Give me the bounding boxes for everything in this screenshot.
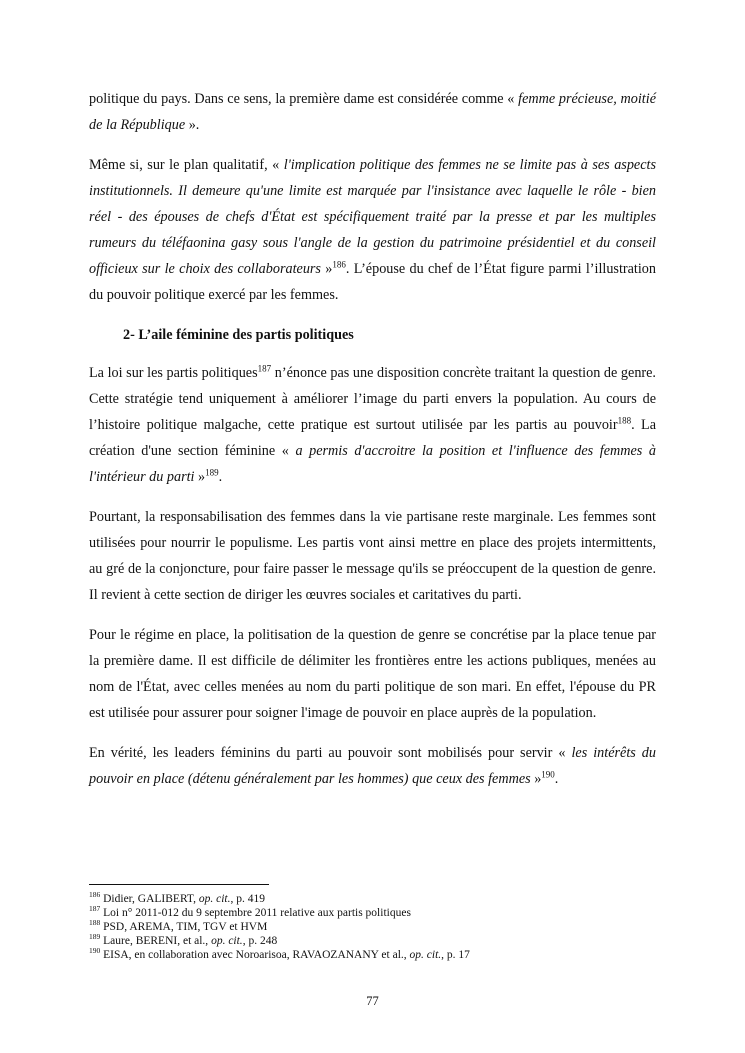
paragraph-6 [89, 740, 656, 792]
footnote-189 [89, 934, 656, 948]
paragraph-1-quote: femme précieuse, moitié de la République [89, 91, 656, 133]
paragraph-3-c: . La création d'une section féminine « [89, 417, 656, 459]
paragraph-3-quote: a permis d'accroitre la position et l'influence des femmes à l'intérieur du parti [89, 443, 656, 485]
paragraph-3 [89, 360, 656, 490]
footnote-number: 190 [89, 946, 101, 956]
footnote-number: 186 [89, 890, 101, 900]
paragraph-2 [89, 152, 656, 308]
paragraph-3-b: n’énonce pas une disposition concrète traitant la question de genre. Cette stratégie tend uniquement à améliorer l’image du parti envers la population. Au cours de l’histoire politique malgache, cette pratique est surtout utilisée par les partis au pouvoir [89, 365, 656, 433]
footnote-page: , p. 419 [230, 893, 265, 905]
paragraph-4: Pourtant, la responsabilisation des femmes dans la vie partisane reste marginale. Les femmes sont utilisées pour nourrir le populisme. Les partis vont ainsi mettre en place des projets intermittents, au gré de la conjoncture, pour faire passer le message qu'ils se préoccupent de la question de genre. Il revient à cette section de diriger les œuvres sociales et caritatives du parti. [89, 509, 656, 603]
footnote-187 [89, 906, 656, 920]
footnote-number: 188 [89, 918, 101, 928]
footnote-ref-187[interactable]: 187 [257, 363, 272, 374]
paragraph-6-c: . [554, 771, 559, 787]
paragraph-2-end: . L’épouse du chef de l’État figure parmi l’illustration du pouvoir politique exercé par les femmes. [89, 261, 656, 303]
paragraph-1-end: ». [185, 117, 200, 133]
paragraph-2-close: » [320, 261, 333, 277]
paragraph-6-a: En vérité, les leaders féminins du parti au pouvoir sont mobilisés pour servir « [89, 745, 572, 761]
footnote-text: Didier, GALIBERT, [100, 893, 199, 905]
paragraph-6-quote: les intérêts du pouvoir en place (détenu généralement par les hommes) que ceux des femmes [89, 745, 656, 787]
paragraph-1 [89, 86, 656, 138]
footnote-divider [89, 884, 269, 885]
footnote-ref-186[interactable]: 186 [332, 259, 346, 270]
footnote-text: Laure, BERENI, et al., [100, 935, 212, 947]
paragraph-3-e: . [218, 469, 223, 485]
document-body [89, 86, 656, 806]
footnote-citation: op. cit. [198, 893, 231, 905]
paragraph-2-text: Même si, sur le plan qualitatif, « [89, 157, 284, 173]
footnotes-section [89, 884, 656, 962]
footnote-text: EISA, en collaboration avec Noroarisoa, RAVAOZANANY et al., [100, 949, 410, 961]
footnote-number: 187 [89, 904, 101, 914]
paragraph-2-quote: l'implication politique des femmes ne se limite pas à ses aspects institutionnels. Il demeure qu'une limite est marquée par l'insistance avec laquelle le rôle - bien réel - des épouses de chefs d'État est spécifiquement traité par la presse et par les multiples rumeurs du téléfaonina gasy sous l'angle de la gestion du patrimoine présidentiel et du conseil officieux sur le choix des collaborateurs [89, 157, 656, 277]
footnote-188 [89, 920, 656, 934]
footnote-citation: op. cit. [211, 935, 243, 947]
footnote-page: , p. 17 [441, 949, 470, 961]
footnote-186 [89, 892, 656, 906]
section-heading: 2- L’aile féminine des partis politiques [123, 327, 354, 343]
paragraph-5: Pour le régime en place, la politisation de la question de genre se concrétise par la place tenue par la première dame. Il est difficile de délimiter les frontières entre les actions publiques, menées au nom de l'État, avec celles menées au nom du parti politique de son mari. En effet, l'épouse du PR est utilisée pour assurer pour soigner l'image de pouvoir en place auprès de la population. [89, 627, 656, 721]
footnote-ref-189[interactable]: 189 [205, 467, 219, 478]
paragraph-1-text: politique du pays. Dans ce sens, la première dame est considérée comme « [89, 91, 519, 107]
footnote-190 [89, 948, 656, 962]
footnote-text: PSD, AREMA, TIM, TGV et HVM [100, 921, 268, 933]
footnote-citation: op. cit. [409, 949, 442, 961]
paragraph-6-b: » [530, 771, 542, 787]
footnote-text: Loi n° 2011-012 du 9 septembre 2011 relative aux partis politiques [100, 907, 411, 919]
footnote-number: 189 [89, 932, 101, 942]
paragraph-3-a: La loi sur les partis politiques [89, 365, 258, 381]
page-number: 77 [366, 994, 379, 1008]
footnote-ref-188[interactable]: 188 [617, 415, 632, 426]
footnote-page: , p. 248 [242, 935, 278, 947]
paragraph-3-d: » [194, 469, 206, 485]
footnote-ref-190[interactable]: 190 [541, 769, 555, 780]
